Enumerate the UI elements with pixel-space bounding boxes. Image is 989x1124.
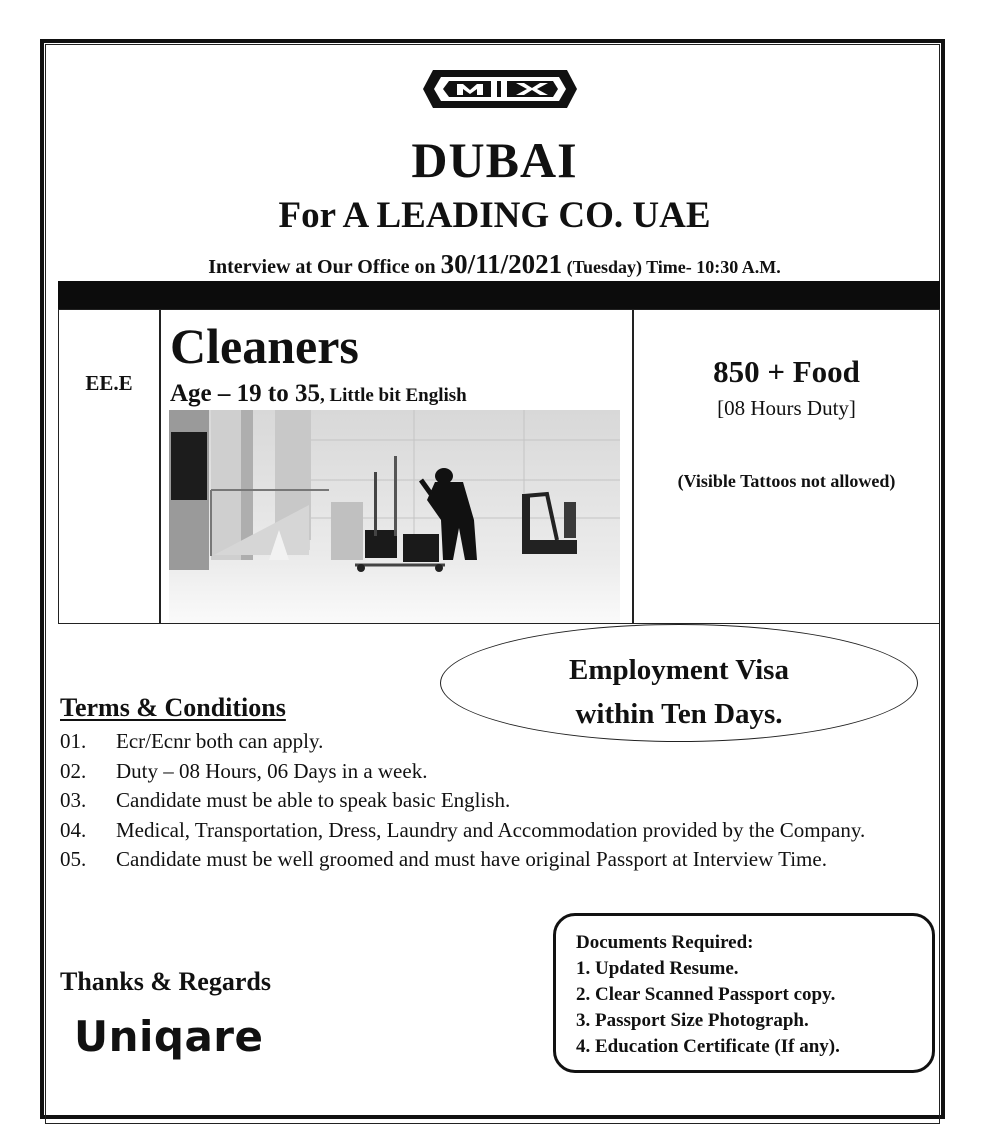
terms-heading: Terms & Conditions (60, 693, 286, 722)
age-range: Age – 19 to 35 (170, 380, 320, 407)
job-title: Cleaners (170, 318, 359, 374)
interview-day-time: (Tuesday) Time- 10:30 A.M. (562, 257, 781, 277)
list-item (60, 727, 880, 757)
visa-callout (440, 648, 918, 736)
job-code: EE.E (85, 371, 133, 395)
interview-prefix: Interview at Our Office on (208, 256, 441, 278)
company-subtitle: For A LEADING CO. UAE (278, 195, 711, 236)
term-text: Duty – 08 Hours, 06 Days in a week. (116, 758, 428, 783)
thanks-regards: Thanks & Regards (60, 967, 271, 996)
visa-line-2: within Ten Days. (575, 698, 783, 730)
term-number: 03. (60, 788, 87, 812)
salary: 850 + Food (713, 354, 860, 389)
list-item (60, 816, 880, 846)
city-title: DUBAI (411, 132, 578, 188)
documents-list (576, 930, 840, 1060)
list-item: 3. Passport Size Photograph. (576, 1010, 809, 1031)
signature: Uniqare (74, 1012, 264, 1061)
term-text: Candidate must be well groomed and must have original Passport at Interview Time. (116, 847, 827, 871)
term-number: 05. (60, 847, 87, 871)
age-requirement (170, 380, 467, 408)
list-item (60, 757, 880, 787)
list-item: 2. Clear Scanned Passport copy. (576, 984, 836, 1005)
interview-date: 30/11/2021 (440, 249, 563, 279)
visa-line-1: Employment Visa (569, 654, 789, 686)
duty-hours: [08 Hours Duty] (717, 396, 856, 420)
terms-list (60, 727, 880, 875)
table-header-bar (58, 281, 940, 309)
english-requirement: , Little bit English (319, 385, 467, 406)
list-item: 1. Updated Resume. (576, 958, 739, 979)
list-item (60, 845, 880, 875)
interview-line (0, 249, 989, 282)
list-item: 4. Education Certificate (If any). (576, 1036, 840, 1057)
tattoo-note: (Visible Tattoos not allowed) (677, 471, 896, 491)
documents-heading: Documents Required: (576, 932, 754, 953)
mx-logo-icon (421, 68, 579, 110)
term-text: Ecr/Ecnr both can apply. (116, 729, 324, 753)
term-number: 01. (60, 729, 87, 753)
term-text: Medical, Transportation, Dress, Laundry and Accommodation provided by the Company. (116, 817, 866, 842)
table-divider (159, 309, 161, 624)
cleaner-with-trolley-photo (169, 410, 620, 623)
term-text: Candidate must be able to speak basic English. (116, 788, 511, 812)
list-item (60, 786, 880, 816)
term-number: 02. (60, 758, 87, 783)
term-number: 04. (60, 817, 87, 842)
